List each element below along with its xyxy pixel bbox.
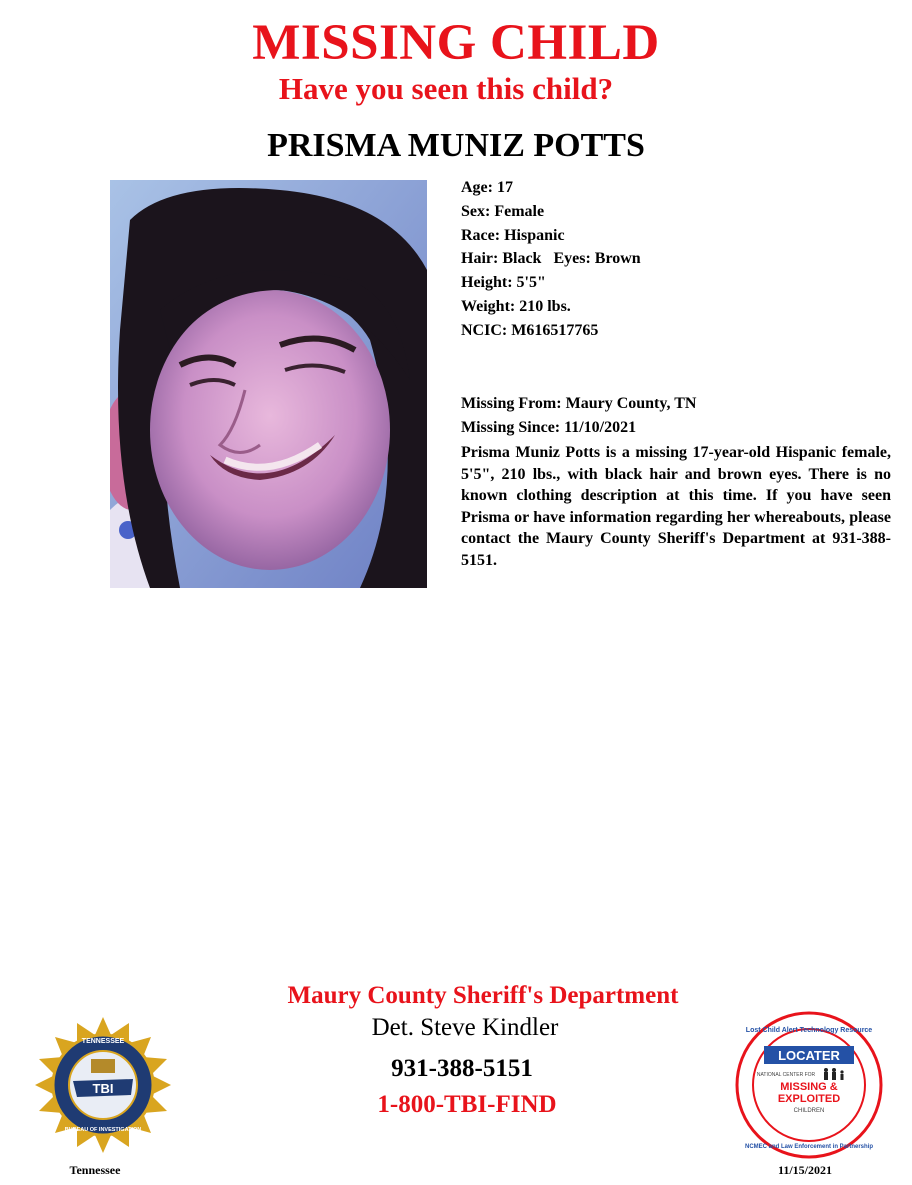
ncmec-line4: CHILDREN xyxy=(793,1108,825,1114)
tbi-seal-top-text: TENNESSEE xyxy=(81,1038,125,1045)
detail-sex: Sex: Female xyxy=(461,202,545,220)
tbi-seal-bottom-text: BUREAU OF INVESTIGATION xyxy=(64,1127,142,1133)
agency-name: Maury County Sheriff's Department xyxy=(287,982,679,1009)
detail-ncic: NCIC: M616517765 xyxy=(461,321,599,339)
tbi-seal-logo xyxy=(33,1015,173,1155)
child-details xyxy=(461,176,891,343)
detail-weight: Weight: 210 lbs. xyxy=(461,297,571,315)
detail-age: Age: 17 xyxy=(461,179,513,196)
state-label: Tennessee xyxy=(69,1163,121,1177)
ncmec-line1: NATIONAL CENTER FOR xyxy=(756,1072,816,1078)
case-description: Prisma Muniz Potts is a missing 17-year-old Hispanic female, 5'5", 210 lbs., with black hair and brown eyes. There is no known clothing description at this time. If you have seen Prisma or have information regarding her whereabouts, please contact the Maury County Sheriff's Department at 931-388-5151. xyxy=(461,444,891,569)
missing-from: Missing From: Maury County, TN xyxy=(461,395,697,412)
detail-height: Height: 5'5" xyxy=(461,274,546,292)
missing-since: Missing Since: 11/10/2021 xyxy=(461,418,637,436)
contact-phone: 931-388-5151 xyxy=(391,1055,533,1082)
poster-subtitle: Have you seen this child? xyxy=(278,71,614,106)
locater-ring-top-text: Lost Child Alert Technology Resource xyxy=(745,1027,873,1034)
detective-name: Det. Steve Kindler xyxy=(371,1014,559,1041)
ncmec-line2: MISSING & xyxy=(780,1081,838,1093)
locater-wordmark: LOCATER xyxy=(778,1048,840,1063)
poster-title: MISSING CHILD xyxy=(252,15,660,71)
child-name: PRISMA MUNIZ POTTS xyxy=(267,127,645,164)
locater-ncmec-logo xyxy=(734,1010,884,1160)
ncmec-line3: EXPLOITED xyxy=(777,1093,841,1105)
missing-info xyxy=(461,392,891,440)
detail-race: Race: Hispanic xyxy=(461,226,565,244)
tbi-seal-center-text: TBI xyxy=(92,1081,114,1096)
locater-ring-bottom-text: NCMEC and Law Enforcement in Partnership xyxy=(744,1144,874,1150)
detail-hair-eyes: Hair: Black Eyes: Brown xyxy=(461,250,641,268)
tbi-hotline: 1-800-TBI-FIND xyxy=(377,1091,557,1118)
child-photo xyxy=(110,180,427,588)
poster-date: 11/15/2021 xyxy=(777,1163,832,1177)
